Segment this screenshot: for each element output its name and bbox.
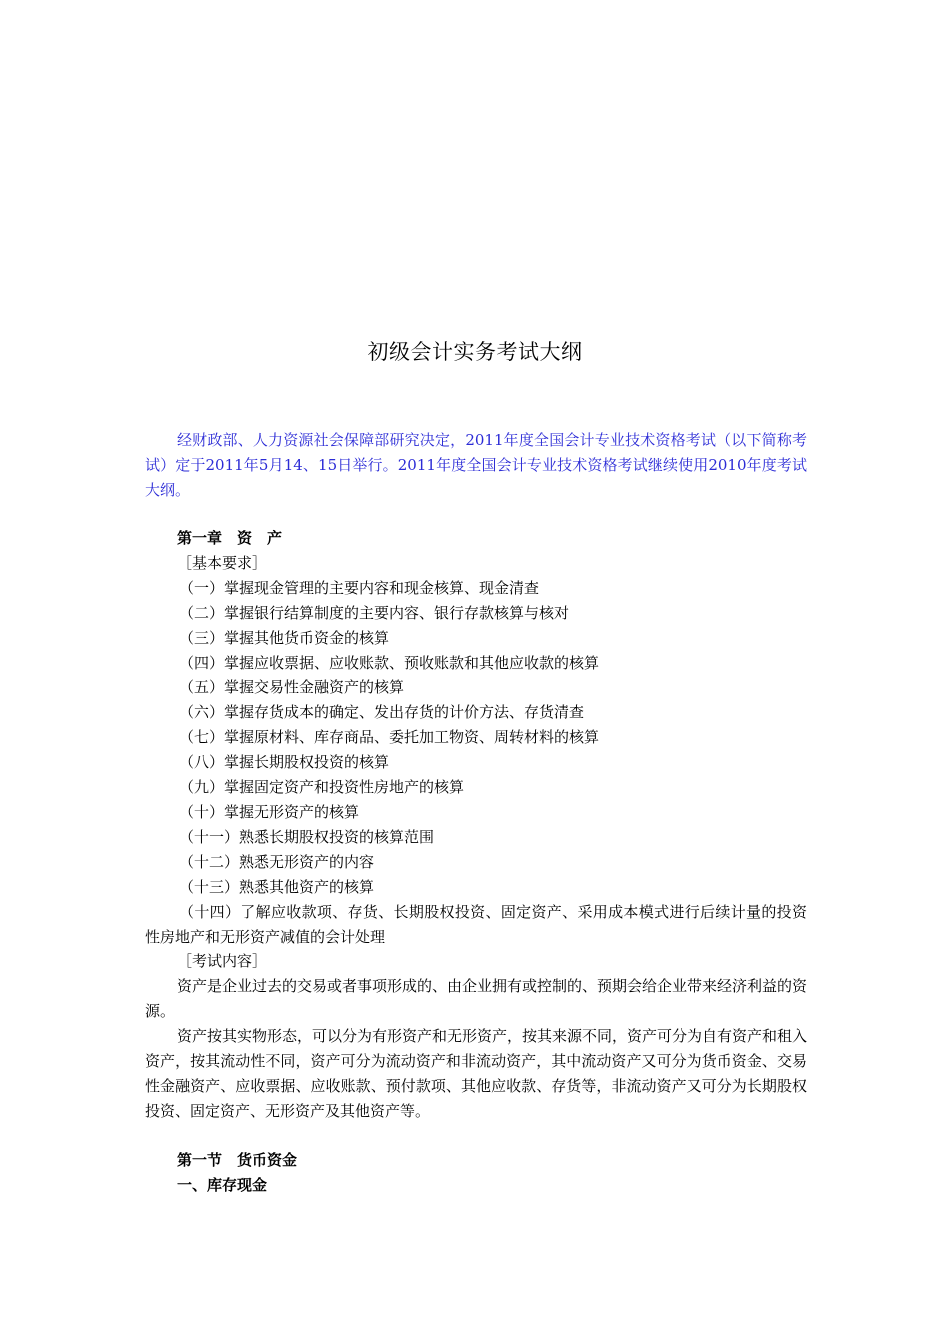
requirement-item: （四）掌握应收票据、应收账款、预收账款和其他应收款的核算 xyxy=(179,653,600,672)
requirement-item: （九）掌握固定资产和投资性房地产的核算 xyxy=(179,778,465,797)
section-heading: 第一节 货币资金 xyxy=(177,1150,298,1169)
body-paragraph: 资产按其实物形态，可以分为有形资产和无形资产，按其来源不同，资产可分为自有资产和租入资产，按其流动性不同，资产可分为流动资产和非流动资产，其中流动资产又可分为货币资金、交易性金融资产、应收票据、应收账款、预付款项、其他应收款、存货等，非流动资产又可分为长期股权投资、固定资产、无形资产及其他资产等。 xyxy=(145,1027,808,1120)
requirement-item: （七）掌握原材料、库存商品、委托加工物资、周转材料的核算 xyxy=(179,728,600,747)
requirement-item: （十二）熟悉无形资产的内容 xyxy=(179,852,375,871)
exam-content-label: ［考试内容］ xyxy=(177,952,268,971)
chapter-heading: 第一章 资 产 xyxy=(177,529,283,547)
document-title: 初级会计实务考试大纲 xyxy=(367,340,583,364)
requirement-item: （八）掌握长期股权投资的核算 xyxy=(179,753,390,772)
requirement-item: （一）掌握现金管理的主要内容和现金核算、现金清查 xyxy=(179,578,540,597)
requirement-item: （十）掌握无形资产的核算 xyxy=(179,802,360,821)
requirement-item: （六）掌握存货成本的确定、发出存货的计价方法、存货清查 xyxy=(179,703,585,722)
basic-requirements-label: ［基本要求］ xyxy=(177,553,268,572)
body-paragraph: 资产是企业过去的交易或者事项形成的、由企业拥有或控制的、预期会给企业带来经济利益的资源。 xyxy=(145,977,808,1021)
requirement-item: （二）掌握银行结算制度的主要内容、银行存款核算与核对 xyxy=(179,603,570,622)
requirement-item: （十四）了解应收款项、存货、长期股权投资、固定资产、采用成本模式进行后续计量的投资性房地产和无形资产减值的会计处理 xyxy=(145,902,807,946)
intro-paragraph: 经财政部、人力资源社会保障部研究决定，2011年度全国会计专业技术资格考试（以下简称考试）定于2011年5月14、15日举行。2011年度全国会计专业技术资格考试继续使用2010年度考试大纲。 xyxy=(145,431,807,499)
requirement-item: （十一）熟悉长期股权投资的核算范围 xyxy=(179,827,435,846)
requirement-item: （十三）熟悉其他资产的核算 xyxy=(179,877,375,896)
spacer xyxy=(145,1124,807,1148)
requirement-item: （三）掌握其他货币资金的核算 xyxy=(179,628,390,647)
subsection-heading: 一、库存现金 xyxy=(177,1175,268,1194)
document-body xyxy=(145,526,807,1198)
requirement-item: （五）掌握交易性金融资产的核算 xyxy=(179,678,405,697)
